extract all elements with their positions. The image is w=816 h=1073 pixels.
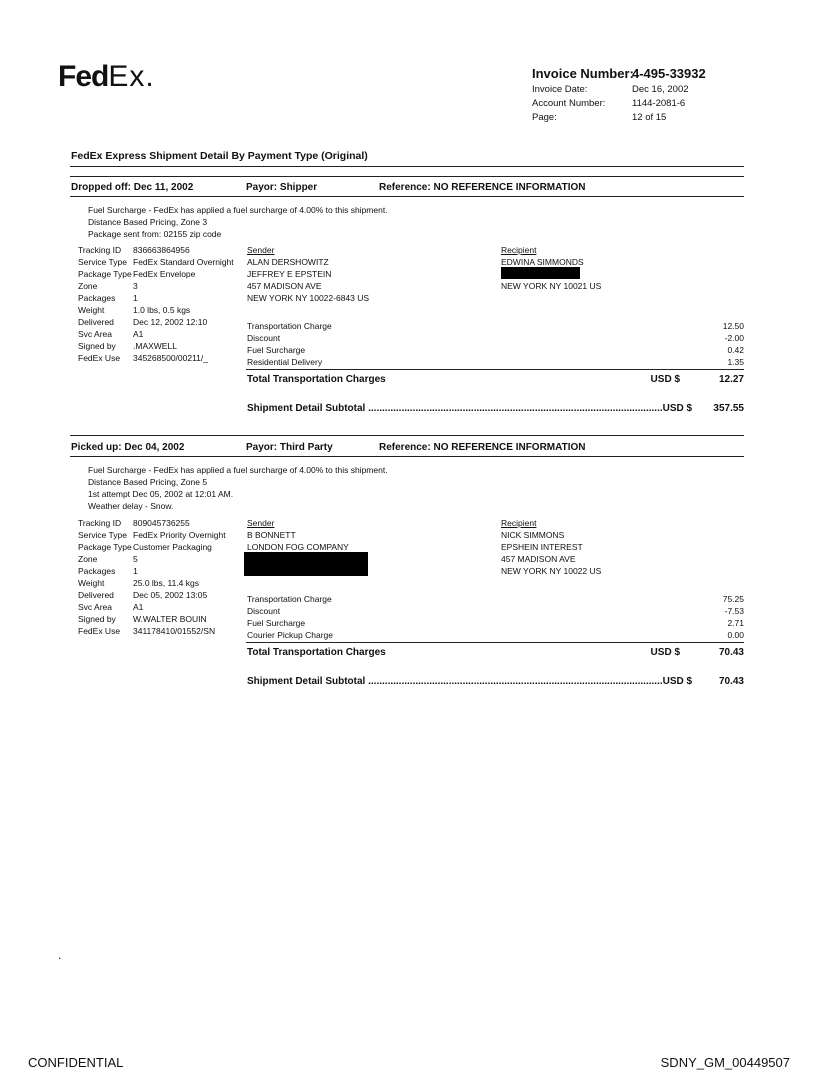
detail-label: FedEx Use: [78, 626, 121, 636]
invoice-number: 4-495-33932: [632, 66, 706, 81]
sender-heading: Sender: [247, 518, 275, 528]
detail-label: Zone: [78, 281, 98, 291]
account-number-label: Account Number:: [532, 98, 606, 109]
recipient-line: NEW YORK NY 10021 US: [501, 281, 602, 291]
page-label: Page:: [532, 112, 557, 123]
signed-by: .MAXWELL: [133, 341, 177, 351]
service-type: FedEx Priority Overnight: [133, 530, 226, 540]
shipment-2-picked-up: Picked up: Dec 04, 2002: [71, 442, 185, 453]
shipment-2-note: Weather delay - Snow.: [88, 501, 174, 511]
detail-label: Weight: [78, 578, 105, 588]
sender-heading: Sender: [247, 245, 275, 255]
recipient-heading: Recipient: [501, 518, 537, 528]
svc-area: A1: [133, 602, 144, 612]
detail-label: Signed by: [78, 614, 116, 624]
fedex-use: 345268500/00211/_: [133, 353, 209, 363]
fedex-use: 341178410/01552/SN: [133, 626, 216, 636]
sender-line: JEFFREY E EPSTEIN: [247, 269, 332, 279]
total-label: Total Transportation Charges: [247, 647, 386, 658]
subtotal-label: Shipment Detail Subtotal ..........................................................................................................USD $: [247, 403, 693, 414]
charge-label: Residential Delivery: [247, 357, 323, 367]
charge-amount: 0.42: [727, 345, 744, 355]
total-rule: [246, 642, 744, 643]
charge-label: Discount: [247, 333, 281, 343]
shipment-1-reference: Reference: NO REFERENCE INFORMATION: [379, 182, 586, 193]
tracking-id: 809045736255: [133, 518, 190, 528]
charge-amount: 1.35: [727, 357, 744, 367]
packages: 1: [133, 566, 138, 576]
charge-amount: 2.71: [727, 618, 744, 628]
shipment-1-note: Fuel Surcharge - FedEx has applied a fuel surcharge of 4.00% to this shipment.: [88, 205, 388, 215]
delivered: Dec 12, 2002 12:10: [133, 317, 208, 327]
package-type: Customer Packaging: [133, 542, 212, 552]
detail-label: Svc Area: [78, 329, 113, 339]
detail-label: Packages: [78, 566, 116, 576]
detail-label: Package Type: [78, 542, 132, 552]
charge-amount: -7.53: [724, 606, 744, 616]
logo-ex: Ex.: [108, 60, 155, 93]
detail-label: FedEx Use: [78, 353, 121, 363]
shipment-1-payor: Payor: Shipper: [246, 182, 318, 193]
fedex-logo: [58, 60, 155, 94]
detail-label: Zone: [78, 554, 98, 564]
shipment-1-header-rule: [70, 196, 744, 197]
recipient-line: NEW YORK NY 10022 US: [501, 566, 602, 576]
page-number: 12 of 15: [632, 112, 667, 123]
zone: 3: [133, 281, 138, 291]
shipment-2-reference: Reference: NO REFERENCE INFORMATION: [379, 442, 586, 453]
shipment-2-note: Distance Based Pricing, Zone 5: [88, 477, 208, 487]
zone: 5: [133, 554, 138, 564]
packages: 1: [133, 293, 138, 303]
total-currency: USD $: [650, 647, 680, 658]
section-title: FedEx Express Shipment Detail By Payment Type (Original): [71, 150, 368, 162]
redaction-bar: [244, 552, 368, 576]
total-amount: 70.43: [718, 647, 744, 658]
recipient-line: EPSHEIN INTEREST: [501, 542, 583, 552]
charge-label: Courier Pickup Charge: [247, 630, 333, 640]
subtotal-label: Shipment Detail Subtotal ..........................................................................................................USD $: [247, 676, 693, 687]
footer-bates-number: SDNY_GM_00449507: [660, 1055, 790, 1070]
section-divider: [70, 166, 744, 167]
shipment-1-note: Distance Based Pricing, Zone 3: [88, 217, 208, 227]
redaction-bar: [501, 267, 580, 279]
charge-label: Transportation Charge: [247, 321, 332, 331]
shipment-2-header-rule: [70, 456, 744, 457]
service-type: FedEx Standard Overnight: [133, 257, 234, 267]
sender-line: 457 MADISON AVE: [247, 281, 322, 291]
sender-line: B BONNETT: [247, 530, 296, 540]
charge-label: Transportation Charge: [247, 594, 332, 604]
shipment-2-top-rule: [70, 435, 744, 436]
charge-label: Fuel Surcharge: [247, 345, 306, 355]
charge-amount: -2.00: [724, 333, 744, 343]
invoice-date: Dec 16, 2002: [632, 84, 689, 95]
recipient-line: EDWINA SIMMONDS: [501, 257, 584, 267]
detail-label: Service Type: [78, 257, 127, 267]
detail-label: Weight: [78, 305, 105, 315]
charge-label: Fuel Surcharge: [247, 618, 306, 628]
account-number: 1144-2081-6: [632, 98, 686, 109]
charge-amount: 0.00: [727, 630, 744, 640]
total-label: Total Transportation Charges: [247, 374, 386, 385]
shipment-2-payor: Payor: Third Party: [246, 442, 333, 453]
total-amount: 12.27: [718, 374, 744, 385]
invoice-date-label: Invoice Date:: [532, 84, 588, 95]
sender-line: ALAN DERSHOWITZ: [247, 257, 329, 267]
shipment-1-note: Package sent from: 02155 zip code: [88, 229, 222, 239]
detail-label: Package Type: [78, 269, 132, 279]
footer-confidential: CONFIDENTIAL: [28, 1055, 124, 1070]
weight: 1.0 lbs, 0.5 kgs: [133, 305, 191, 315]
package-type: FedEx Envelope: [133, 269, 196, 279]
tracking-id: 836663864956: [133, 245, 190, 255]
detail-label: Packages: [78, 293, 116, 303]
recipient-line: 457 MADISON AVE: [501, 554, 576, 564]
detail-label: Svc Area: [78, 602, 113, 612]
recipient-line: NICK SIMMONS: [501, 530, 565, 540]
shipment-1-top-rule: [70, 176, 744, 177]
signed-by: W.WALTER BOUIN: [133, 614, 207, 624]
detail-label: Signed by: [78, 341, 116, 351]
sender-line: NEW YORK NY 10022-6843 US: [247, 293, 370, 303]
weight: 25.0 lbs, 11.4 kgs: [133, 578, 199, 588]
sender-line: LONDON FOG COMPANY: [247, 542, 349, 552]
detail-label: Tracking ID: [78, 518, 122, 528]
delivered: Dec 05, 2002 13:05: [133, 590, 208, 600]
charge-label: Discount: [247, 606, 281, 616]
subtotal-amount: 357.55: [713, 403, 744, 414]
shipment-2-note: 1st attempt Dec 05, 2002 at 12:01 AM.: [88, 489, 234, 499]
subtotal-amount: 70.43: [718, 676, 744, 687]
detail-label: Service Type: [78, 530, 127, 540]
detail-label: Tracking ID: [78, 245, 122, 255]
charge-amount: 75.25: [722, 594, 744, 604]
total-rule: [246, 369, 744, 370]
shipment-2-note: Fuel Surcharge - FedEx has applied a fuel surcharge of 4.00% to this shipment.: [88, 465, 388, 475]
charge-amount: 12.50: [722, 321, 744, 331]
recipient-heading: Recipient: [501, 245, 537, 255]
invoice-number-label: Invoice Number:: [532, 66, 634, 81]
detail-label: Delivered: [78, 317, 114, 327]
total-currency: USD $: [650, 374, 680, 385]
shipment-1-dropped-off: Dropped off: Dec 11, 2002: [71, 182, 194, 193]
svc-area: A1: [133, 329, 144, 339]
stray-mark: .: [58, 948, 62, 962]
detail-label: Delivered: [78, 590, 114, 600]
logo-fed: Fed: [58, 60, 109, 93]
